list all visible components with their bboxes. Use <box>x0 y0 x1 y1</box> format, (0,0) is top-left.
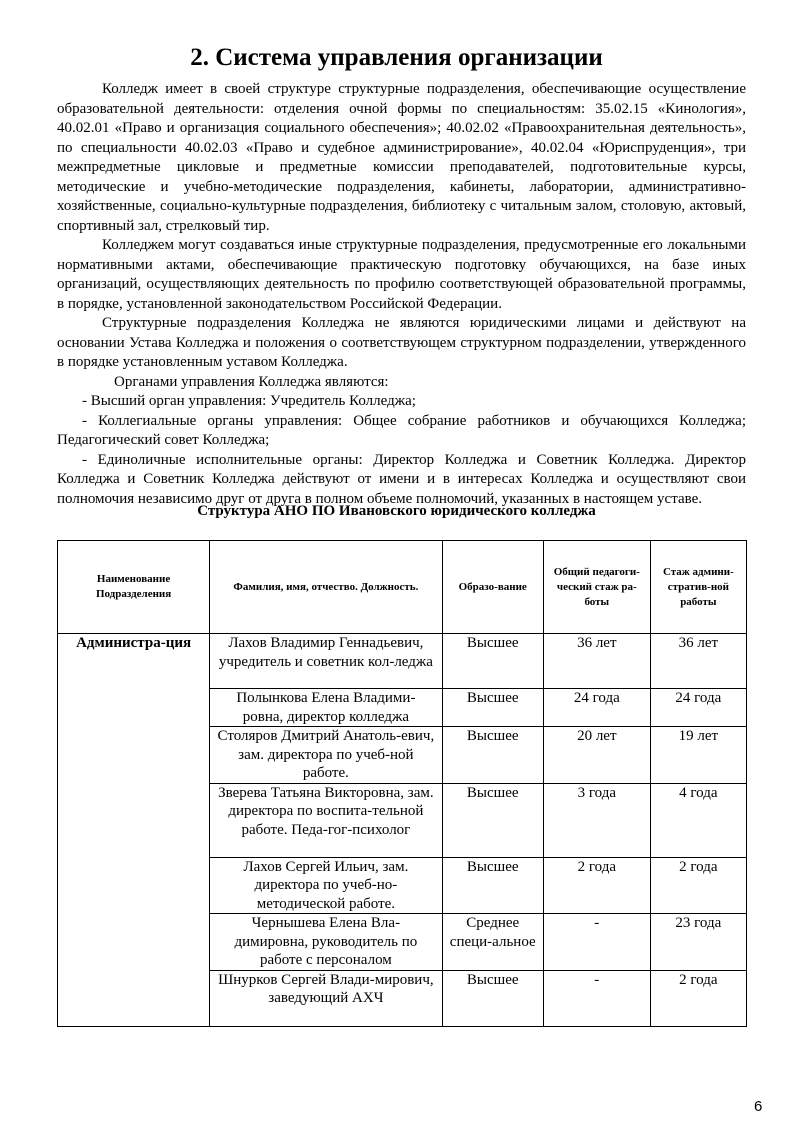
list-item-executive-bodies: - Единоличные исполнительные органы: Директор Колледжа и Советник Колледжа. Директор Колледжа и Советник Колледжа действуют от имени и в интересах Колледжа и осуществляют свои полномочия независимо друг от друга в полном объеме полномочий, указанных в настоящем уставе. <box>57 451 746 507</box>
table-row <box>58 634 747 689</box>
list-item-supreme-body: - Высший орган управления: Учредитель Колледжа; <box>82 393 416 409</box>
admin-experience-cell: 19 лет <box>650 727 746 784</box>
paragraph-legal-status: Структурные подразделения Колледжа не являются юридическими лицами и действуют на основании Устава Колледжа и положения о соответствующем структурном подразделении, утвержденного в порядке установленным уставом Колледжа. <box>57 315 746 370</box>
page-title: 2. Система управления организации <box>190 44 603 71</box>
education-cell: Высшее <box>442 783 543 857</box>
name-cell: Столяров Дмитрий Анатоль-евич, зам. директора по учеб-ной работе. <box>210 727 442 784</box>
admin-experience-cell: 36 лет <box>650 634 746 689</box>
paragraph-structure: Колледж имеет в своей структуре структурные подразделения, обеспечивающие осуществление образовательной деятельности: отделения очной формы по специальностям: 35.02.15 «Кинология», 40.02.01 «Право и организация социального обеспечения»; 40.02.02 «Правоохранительная деятельность», по специальности 40.02.03 «Право и судебное администрирование», 40.02.04 «Юриспруденция», три межпредметные цикловые и предметные комиссии преподавателей, подготовительные курсы, методические и учебно-методические подразделения, кабинеты, лаборатории, административно-хозяйственные, социально-культурные подразделения, библиотеку с читальным залом, столовую, актовый, спортивный зал, стрелковый тир. <box>57 81 746 234</box>
body-text <box>57 80 746 509</box>
teaching-experience-cell: 36 лет <box>543 634 650 689</box>
education-cell: Высшее <box>442 727 543 784</box>
name-cell: Полынкова Елена Владими-ровна, директор колледжа <box>210 689 442 727</box>
education-cell: Среднее специ-альное <box>442 914 543 971</box>
teaching-experience-cell: 20 лет <box>543 727 650 784</box>
header-teaching-experience: Общий педагоги-ческий стаж ра-боты <box>543 541 650 634</box>
paragraph-other-units: Колледжем могут создаваться иные структурные подразделения, предусмотренные его локальными нормативными актами, обеспечивающие практическую подготовку обучающихся, на базе иных организаций, осуществляющих деятельность по профилю соответствующей образовательной программы, в порядке, установленной законодательством Российской Федерации. <box>57 237 746 312</box>
teaching-experience-cell: - <box>543 914 650 971</box>
structure-table <box>57 540 747 1027</box>
header-education: Образо-вание <box>442 541 543 634</box>
header-name-position: Фамилия, имя, отчество. Должность. <box>210 541 442 634</box>
name-cell: Зверева Татьяна Викторовна, зам. директора по воспита-тельной работе. Педа-гог-психолог <box>210 783 442 857</box>
education-cell: Высшее <box>442 634 543 689</box>
education-cell: Высшее <box>442 857 543 914</box>
teaching-experience-cell: 2 года <box>543 857 650 914</box>
admin-experience-cell: 4 года <box>650 783 746 857</box>
name-cell: Лахов Владимир Геннадьевич, учредитель и советник кол-леджа <box>210 634 442 689</box>
teaching-experience-cell: 3 года <box>543 783 650 857</box>
list-item-collegial-bodies: - Коллегиальные органы управления: Общее собрание работников и обучающихся Колледжа; Педагогический совет Колледжа; <box>57 412 746 448</box>
education-cell: Высшее <box>442 970 543 1026</box>
department-cell: Администра-ция <box>58 634 210 1027</box>
table-header-row <box>58 541 747 634</box>
teaching-experience-cell: - <box>543 970 650 1026</box>
header-admin-experience: Стаж админи-стратив-ной работы <box>650 541 746 634</box>
admin-experience-cell: 2 года <box>650 857 746 914</box>
education-cell: Высшее <box>442 689 543 727</box>
name-cell: Лахов Сергей Ильич, зам. директора по учеб-но-методической работе. <box>210 857 442 914</box>
paragraph-governing-bodies: Органами управления Колледжа являются: <box>114 373 389 390</box>
admin-experience-cell: 23 года <box>650 914 746 971</box>
name-cell: Чернышева Елена Вла-димировна, руководитель по работе с персоналом <box>210 914 442 971</box>
header-department: Наименование Подразделения <box>58 541 210 634</box>
admin-experience-cell: 2 года <box>650 970 746 1026</box>
table-caption: Структура АНО ПО Ивановского юридического колледжа <box>197 503 596 519</box>
teaching-experience-cell: 24 года <box>543 689 650 727</box>
page-number: 6 <box>754 1098 763 1115</box>
admin-experience-cell: 24 года <box>650 689 746 727</box>
name-cell: Шнурков Сергей Влади-мирович, заведующий АХЧ <box>210 970 442 1026</box>
